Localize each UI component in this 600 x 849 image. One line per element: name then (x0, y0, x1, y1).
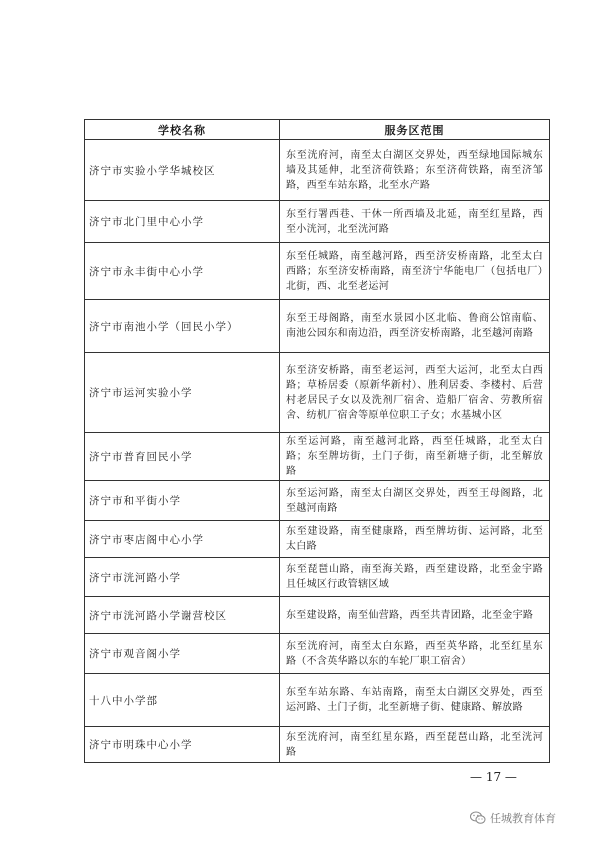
table-row (85, 674, 550, 727)
service-area-cell: 东至建设路，南至健康路，西至牌坊街、运河路，北至太白路 (280, 521, 550, 558)
service-area-cell: 东至洸府河，南至太白湖区交界处，西至绿地国际城东墙及其延伸，北至济荷铁路；东至济荷铁路，南至济邹路，西至车站东路，北至水产路 (280, 140, 550, 201)
service-area-cell: 东至济安桥路，南至老运河，西至大运河，北至太白西路；草桥居委（原新华新村）、胜利居委、李楼村、后营村老居民子女以及洗剂厂宿舍、造船厂宿舍、劳教所宿舍、纺机厂宿舍等原单位职工子女；水基城小区 (280, 353, 550, 433)
watermark (470, 810, 556, 826)
service-area-cell: 东至建设路，南至仙营路，西至共青团路，北至金宇路 (280, 597, 550, 634)
school-name-cell: 济宁市明珠中心小学 (85, 727, 280, 763)
service-area-cell: 东至洸府河，南至红星东路，西至琵琶山路，北至洸河路 (280, 727, 550, 763)
table-row (85, 201, 550, 243)
table-header-row (85, 120, 550, 140)
service-area-cell: 东至任城路，南至越河路，西至济安桥南路，北至太白西路；东至济安桥南路，南至济宁华能电厂（包括电厂）北街，西、北至老运河 (280, 243, 550, 300)
table-row (85, 300, 550, 353)
school-name-cell: 济宁市普育回民小学 (85, 433, 280, 481)
table-row (85, 634, 550, 674)
school-name-cell: 济宁市洸河路小学谢营校区 (85, 597, 280, 634)
table-row (85, 558, 550, 597)
page-number: — 17 — (470, 770, 517, 784)
table-row (85, 353, 550, 433)
table-row (85, 597, 550, 634)
school-name-cell: 济宁市枣店阁中心小学 (85, 521, 280, 558)
service-area-cell: 东至琵琶山路，南至海关路，西至建设路，北至金宇路且任城区行政管辖区域 (280, 558, 550, 597)
service-area-cell: 东至运河路，南至太白湖区交界处，西至王母阁路，北至越河南路 (280, 481, 550, 521)
school-name-cell: 济宁市洸河路小学 (85, 558, 280, 597)
school-name-cell: 济宁市观音阁小学 (85, 634, 280, 674)
table-row (85, 243, 550, 300)
service-area-cell: 东至洸府河，南至太白东路，西至英华路，北至红星东路（不含英华路以东的车轮厂职工宿舍） (280, 634, 550, 674)
school-name-cell: 济宁市和平街小学 (85, 481, 280, 521)
table-row (85, 481, 550, 521)
table-row (85, 433, 550, 481)
school-name-cell: 济宁市运河实验小学 (85, 353, 280, 433)
service-area-cell: 东至车站东路、车站南路，南至太白湖区交界处，西至运河路、土门子街，北至新塘子街、健康路、解放路 (280, 674, 550, 727)
school-name-cell: 十八中小学部 (85, 674, 280, 727)
wechat-icon (470, 811, 486, 825)
service-area-cell: 东至行署西巷、干休一所西墙及北延，南至红星路，西至小洸河，北至洸河路 (280, 201, 550, 243)
school-name-cell: 济宁市永丰街中心小学 (85, 243, 280, 300)
watermark-text: 任城教育体育 (490, 812, 556, 825)
service-area-cell: 东至王母阁路，南至水景园小区北临、鲁商公馆南临、南池公园东和南边沿，西至济安桥南路，北至越河南路 (280, 300, 550, 353)
table-row (85, 727, 550, 763)
school-name-cell: 济宁市北门里中心小学 (85, 201, 280, 243)
header-service-area: 服务区范围 (280, 120, 550, 140)
school-name-cell: 济宁市南池小学（回民小学） (85, 300, 280, 353)
school-zone-table (84, 119, 550, 763)
table-row (85, 521, 550, 558)
header-school-name: 学校名称 (85, 120, 280, 140)
service-area-cell: 东至运河路，南至越河北路，西至任城路，北至太白路；东至牌坊街，土门子街，南至新塘子街，北至解放路 (280, 433, 550, 481)
table-row (85, 140, 550, 201)
school-name-cell: 济宁市实验小学华城校区 (85, 140, 280, 201)
